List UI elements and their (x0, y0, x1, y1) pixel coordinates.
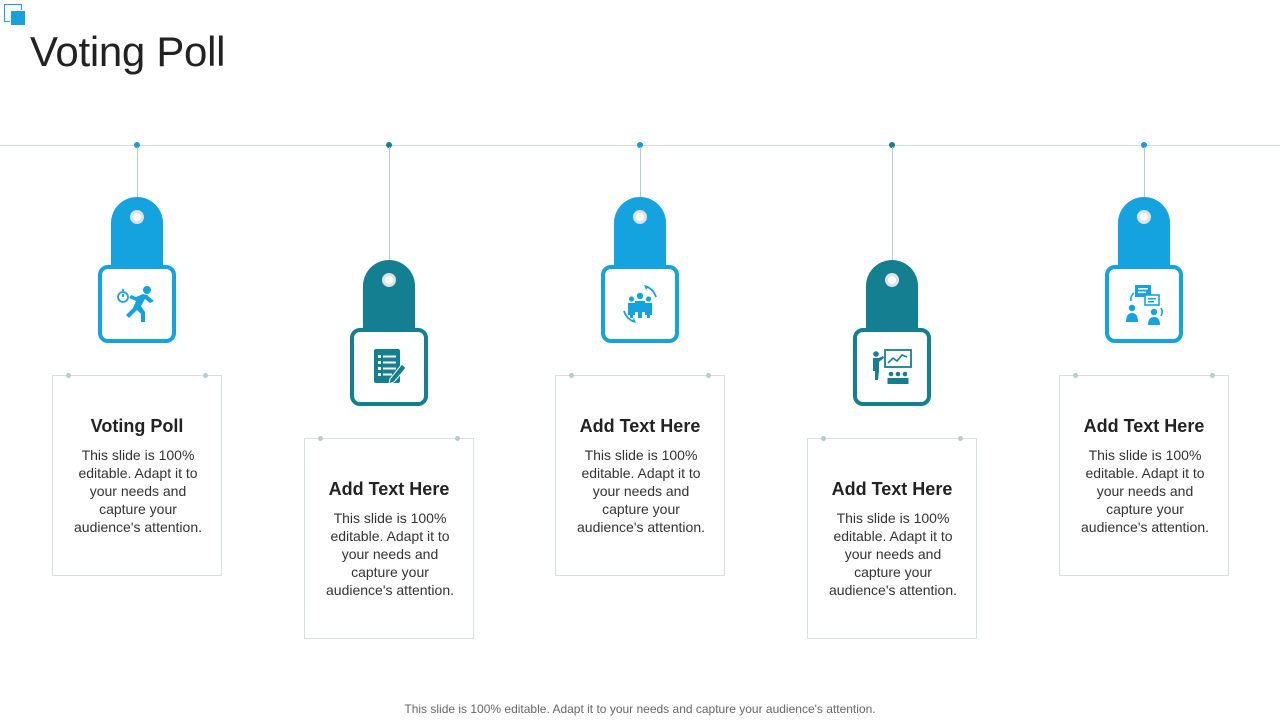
poll-item-4 (807, 0, 977, 720)
clipboard-checklist-icon (366, 344, 412, 390)
text-box (807, 438, 977, 639)
page-title: Voting Poll (30, 28, 226, 75)
people-discussion-icon (1121, 281, 1167, 327)
icon-card (350, 328, 428, 406)
item-title: Add Text Here (328, 479, 450, 499)
item-title: Add Text Here (579, 416, 701, 436)
poll-item-1 (52, 0, 222, 720)
poll-item-5 (1059, 0, 1229, 720)
poll-item-3 (555, 0, 725, 720)
icon-card (853, 328, 931, 406)
icon-card (98, 265, 176, 343)
hanging-string (137, 147, 138, 197)
icon-card (1105, 265, 1183, 343)
text-box (52, 375, 222, 576)
item-title: Add Text Here (1083, 416, 1205, 436)
item-description: This slide is 100% editable. Adapt it to your needs and capture your audience's attention. (74, 447, 202, 535)
hanging-string (640, 147, 641, 197)
text-box (304, 438, 474, 639)
team-cycle-icon (617, 281, 663, 327)
item-title: Voting Poll (90, 416, 184, 436)
footer-note: This slide is 100% editable. Adapt it to your needs and capture your audience's attention. (404, 702, 876, 716)
item-title: Add Text Here (831, 479, 953, 499)
text-box (1059, 375, 1229, 576)
poll-item-2 (304, 0, 474, 720)
presentation-audience-icon (869, 344, 915, 390)
item-description: This slide is 100% editable. Adapt it to your needs and capture your audience's attention. (577, 447, 705, 535)
runner-stopwatch-icon (114, 281, 160, 327)
item-description: This slide is 100% editable. Adapt it to your needs and capture your audience's attention. (829, 510, 957, 598)
item-description: This slide is 100% editable. Adapt it to your needs and capture your audience's attention. (1081, 447, 1209, 535)
item-description: This slide is 100% editable. Adapt it to your needs and capture your audience's attention. (326, 510, 454, 598)
corner-logo (4, 4, 24, 24)
icon-card (601, 265, 679, 343)
hanging-string (389, 147, 390, 261)
hanging-string (1144, 147, 1145, 197)
text-box (555, 375, 725, 576)
hanging-string (892, 147, 893, 261)
